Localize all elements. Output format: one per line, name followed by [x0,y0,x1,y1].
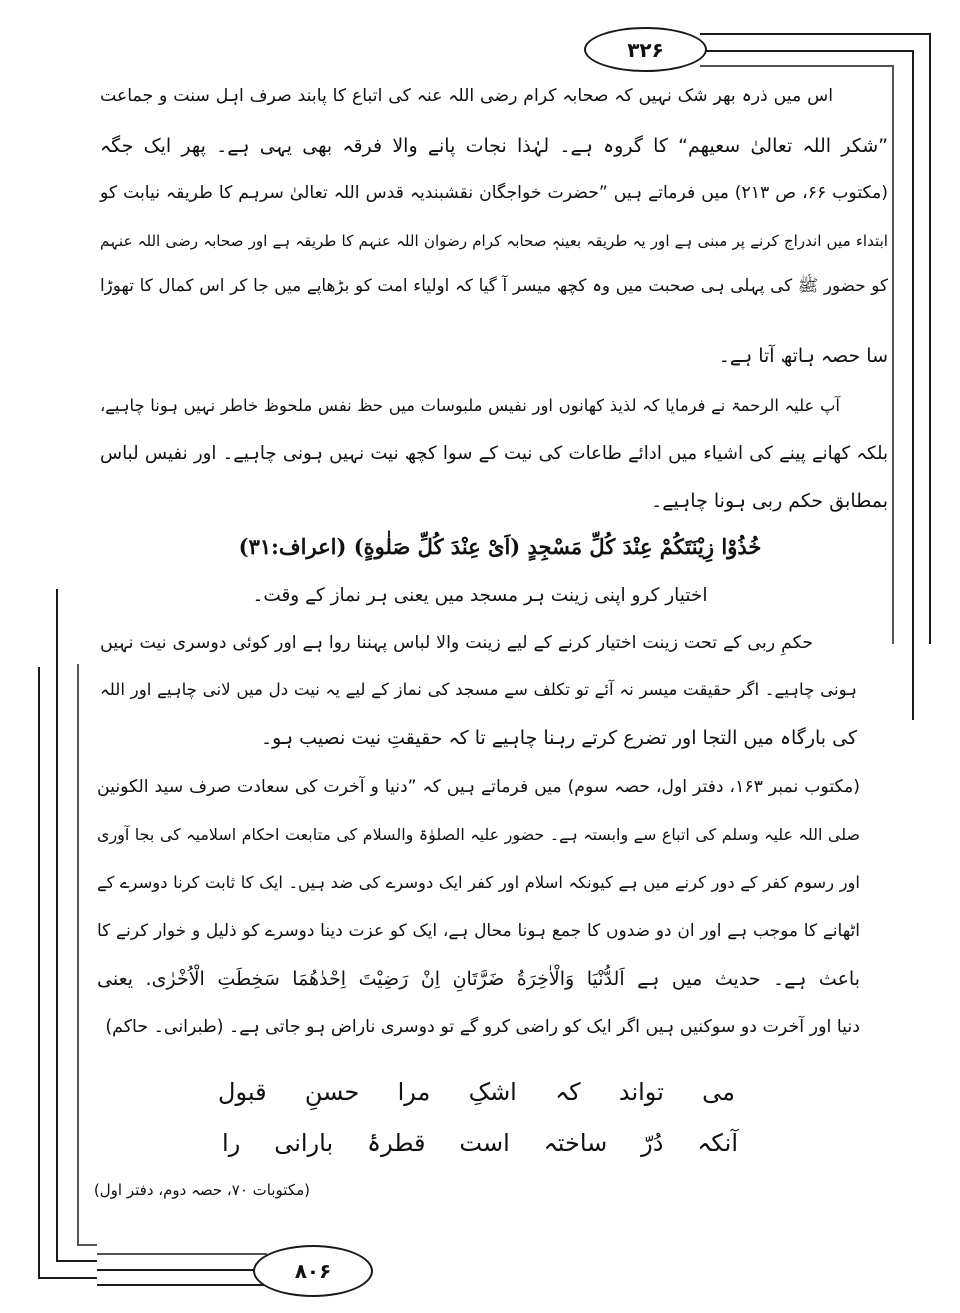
text-line [100,270,888,300]
text-line [100,675,857,705]
text-line-content: صلی اللہ علیہ وسلم کی اتباع سے وابستہ ہے۔ حضور علیہ الصلوٰۃ والسلام کی متابعت احکام اسلامیہ کی بجا آوری [97,825,860,844]
text-line [97,820,860,850]
text-line-content: (مکتوب ۶۶، ص ۲۱۳) میں فرماتے ہیں ”حضرت خواجگان نقشبندیہ قدس اللہ تعالیٰ سرہم کا طریقہ نیابت کو [99,183,888,203]
poem-line-1 [218,1072,735,1112]
text-line [100,81,833,111]
text-line-content: اور رسوم کفر کے دور کرنے میں ہے کیونکہ اسلام اور کفر ایک دوسرے کی ضد ہیں۔ ایک کا ثابت کرنا دوسرے کے [97,873,860,892]
text-line-content: باعث ہے۔ حدیث میں ہے اَلدُّنْيَا وَالْاٰخِرَةُ ضَرَّتَانِ اِنْ رَضِيْتَ اِحْدٰهُمَا سَخِطَتِ الْاُخْرٰى. یعنی [97,968,860,990]
frame-line [38,667,40,1277]
frame-line [912,50,914,720]
poem-word: را [222,1129,241,1157]
poem-word: ساختہ [543,1129,608,1157]
text-line-content: سا حصہ ہاتھ آتا ہے۔ [718,345,888,367]
text-line-content: بمطابق حکم ربی ہونا چاہیے۔ [651,490,888,512]
frame-line [929,33,931,644]
frame-line [700,65,894,67]
text-line-content: آپ علیہ الرحمۃ نے فرمایا کہ لذیذ کھانوں اور نفیس ملبوسات میں حظ نفس ملحوظ خاطر نہیں ہونا چاہیے، [100,396,840,415]
poem-word: است [459,1129,510,1157]
page-number-top: ۳۲۶ [584,27,707,72]
frame-line [56,1260,97,1262]
translation-text: اختیار کرو اپنی زینت ہر مسجد میں یعنی ہر نماز کے وقت۔ [252,585,708,606]
poem-word: حسنِ [304,1078,360,1106]
text-line [100,131,888,161]
verse-translation [250,581,710,611]
text-line [100,486,888,516]
frame-line [97,1253,267,1255]
poem-line-2 [222,1123,738,1163]
poem-word: بارانی [274,1129,334,1157]
frame-line [38,1277,97,1279]
quranic-verse [190,532,810,562]
frame-line [700,50,914,52]
text-line [100,341,888,371]
text-line-content: اٹھانے کا موجب ہے اور ان دو ضدوں کا جمع ہونا محال ہے، ایک کو عزت دینا دوسرے کو ذلیل و خوار کرنے کا [97,921,860,941]
text-line-content: ہونی چاہیے۔ اگر حقیقت میسر نہ آئے تو تکلف سے مسجد کی نماز کے لیے یہ نیت دل میں لانی چاہیے اور اللہ [100,680,857,699]
poem-word: می [702,1078,735,1106]
text-line [97,916,860,946]
frame-line [77,664,79,1244]
poem-word: مرا [397,1078,431,1106]
text-line-content: کو حضور ﷺ کی پہلی ہی صحبت میں وہ کچھ میسر آ گیا کہ اولیاء امت کو بڑھاپے میں جا کر اس کمال کا تھوڑا [100,275,888,295]
frame-line [56,589,58,1260]
poem-word: قطرۂ [367,1129,426,1157]
poem-word: آنکہ [697,1129,738,1157]
frame-line [77,1244,97,1246]
text-line-content: دنیا اور آخرت دو سوکنیں ہیں اگر ایک کو راضی کرو گے تو دوسری ناراض ہو جاتی ہے۔ (طبرانی۔ حاکم) [105,1017,860,1037]
frame-line [97,1284,267,1286]
poem-word: اشکِ [468,1078,517,1106]
text-line [100,439,888,469]
verse-text: خُذُوْا زِيْنَتَكُمْ عِنْدَ كُلِّ مَسْجِدٍ (اَیْ عِنْدَ كُلِّ صَلٰوةٍ) (اعراف:۳۱) [238,534,762,559]
text-line [100,178,888,208]
text-line [100,226,888,256]
text-line [97,868,860,898]
poem-word: کہ [555,1078,581,1106]
frame-line [892,65,894,644]
text-line [97,772,860,802]
text-line-content: ”شکر اللہ تعالیٰ سعیھم“ کا گروہ ہے۔ لہٰذا نجات پانے والا فرقہ بھی یہی ہے۔ پھر ایک جگہ [100,135,888,157]
text-line [100,628,813,658]
text-line [100,723,857,753]
text-line-content: (مکتوب نمبر ۱۶۳، دفتر اول، حصہ سوم) میں فرماتے ہیں کہ ”دنیا و آخرت کی سعادت صرف سید الکونین [97,777,860,797]
poem-word: دُرّ [641,1129,664,1157]
text-line [97,1012,860,1042]
text-line [97,964,860,994]
citation: (مکتوبات ۷۰، حصہ دوم، دفتر اول) [93,1181,310,1199]
poem-word: تواند [618,1078,664,1106]
text-line-content: بلکہ کھانے پینے کی اشیاء میں ادائے طاعات کی نیت کے سوا کچھ نیت نہیں ہونی چاہیے۔ اور نفیس لباس [100,443,888,464]
poem-word: قبول [218,1078,267,1106]
text-line [100,391,840,421]
frame-line [97,1269,257,1271]
text-line-content: کی بارگاہ میں التجا اور تضرع کرتے رہنا چاہیے تا کہ حقیقتِ نیت نصیب ہو۔ [261,727,857,749]
text-line-content: حکمِ ربی کے تحت زینت اختیار کرنے کے لیے زینت والا لباس پہننا روا ہے اور کوئی دوسری نیت نہیں [100,633,813,653]
text-line-content: ابتداء میں اندراج کرنے پر مبنی ہے اور یہ طریقہ بعینہٖ صحابہ کرام رضوان اللہ عنہم کا طریقہ ہے اور صحابہ رضی اللہ عنہم [100,232,888,250]
text-line-content: اس میں ذرہ بھر شک نہیں کہ صحابہ کرام رضی اللہ عنہ کی اتباع کا پابند صرف اہل سنت و جماعت [100,86,833,106]
page-number-bottom: ۸۰۶ [253,1245,373,1297]
frame-line [700,33,931,35]
